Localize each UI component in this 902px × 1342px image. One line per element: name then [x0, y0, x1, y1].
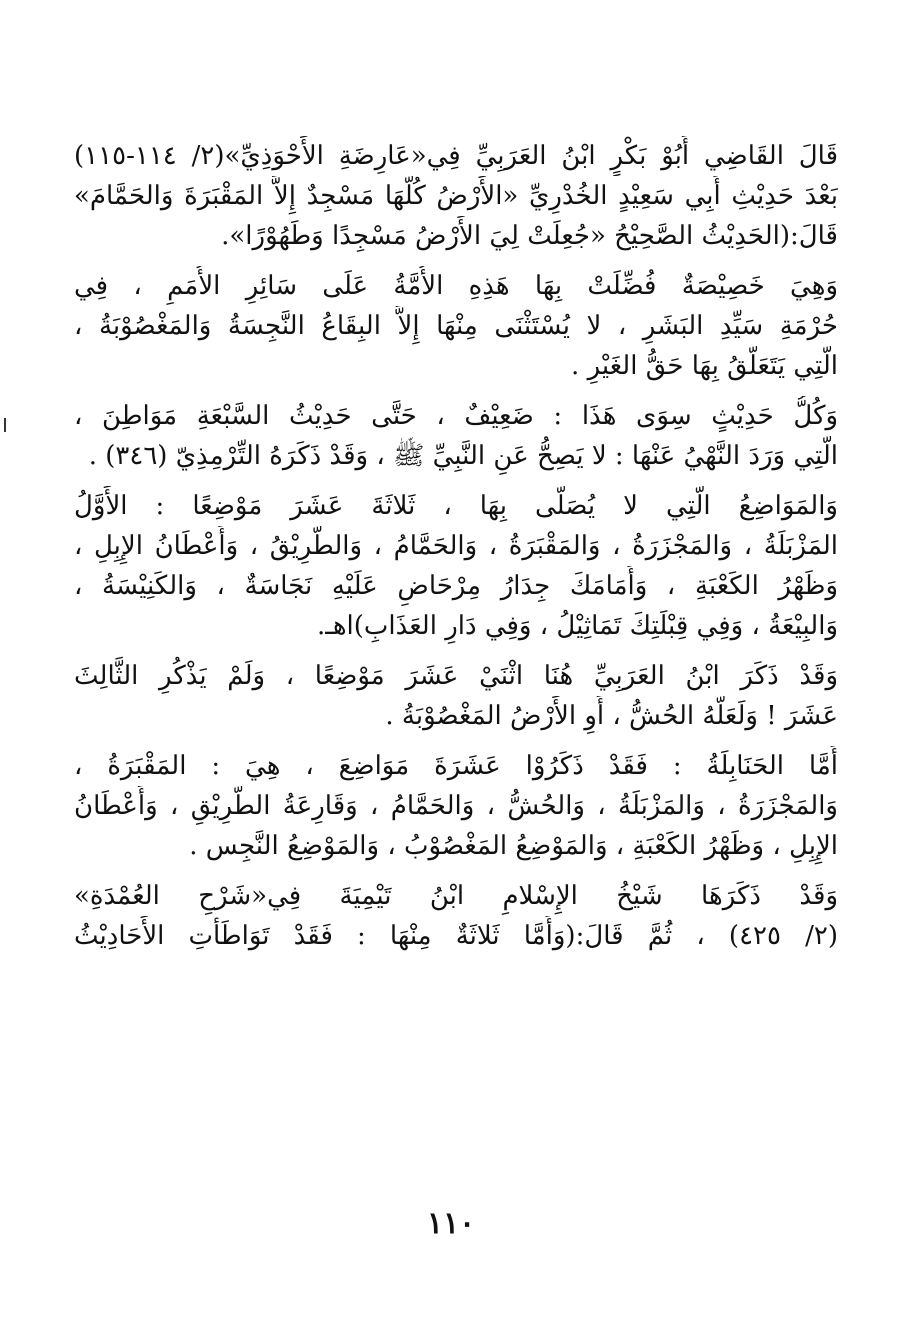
- text-line: بَعْدَ حَدِيْثِ أَبِي سَعِيْدٍ الخُدْرِيِّ «الأَرْضُ كُلُّهَا مَسْجِدٌ إِلاَّ المَقْبَرَةَ وَالحَمَّامَ»: [74, 181, 838, 211]
- paragraph-2: [74, 266, 838, 386]
- text-line: وَقَدْ ذَكَرَ ابْنُ العَرَبِيِّ هُنَا اثْنَيْ عَشَرَ مَوْضِعًا ، وَلَمْ يَذْكُرِ الثَّالِثَ: [74, 661, 838, 691]
- text-line: المَزْبَلَةُ ، وَالمَجْزَرَةُ ، وَالمَقْبَرَةُ ، وَالحَمَّامُ ، وَالطَّرِيْقُ ، وَأَعْطَانُ الإِبِلِ ،: [74, 531, 838, 561]
- paragraph-6: [74, 746, 838, 866]
- text-line: وَالبِيْعَةُ ، وَفِي قِبْلَتِكَ تَمَاثِيْلُ ، وَفِي دَارِ العَذَابِ)اهـ.: [316, 611, 838, 641]
- text-line: وَظَهْرُ الكَعْبَةِ ، وَأَمَامَكَ جِدَارُ مِرْحَاضٍ عَلَيْهِ نَجَاسَةٌ ، وَالكَنِيْسَةُ ،: [74, 571, 838, 601]
- text-line: (٢/ ٤٢٥) ، ثُمَّ قَالَ:(وَأَمَّا ثَلاثَةٌ مِنْهَا : فَقَدْ تَوَاطَأَتِ الأَحَادِيْثُ: [74, 921, 838, 951]
- paragraph-5: [74, 656, 838, 736]
- text-line: قَالَ القَاضِي أَبُوْ بَكْرٍ ابْنُ العَرَبِيِّ فِي«عَارِضَةِ الأَحْوَذِيِّ»(٢/ ١١٤-١١٥): [74, 141, 838, 171]
- text-line: وَكُلُّ حَدِيْثٍ سِوَى هَذَا : ضَعِيْفٌ ، حَتَّى حَدِيْثُ السَّبْعَةِ مَوَاطِنَ ،: [74, 401, 838, 431]
- text-line: الَّتِي يَتَعَلَّقُ بِهَا حَقُّ الغَيْرِ .: [571, 351, 838, 381]
- paragraph-1: [74, 136, 838, 256]
- text-line: وَالمَجْزَرَةُ ، وَالمَزْبَلَةُ ، وَالحُشُّ ، وَالحَمَّامُ ، وَقَارِعَةُ الطَّرِيْقِ ، وَأَعْطَانُ: [74, 791, 838, 821]
- text-line: وَهِيَ خَصِيْصَةٌ فُضِّلَتْ بِهَا هَذِهِ الأُمَّةُ عَلَى سَائِرِ الأُمَمِ ، فِي: [74, 271, 838, 301]
- text-line: وَالمَوَاضِعُ الَّتِي لا يُصَلَّى بِهَا ، ثَلاثَةَ عَشَرَ مَوْضِعًا : الأَوَّلُ: [74, 491, 838, 521]
- paragraph-4: [74, 486, 838, 646]
- page-number: ١١٠: [426, 1206, 476, 1241]
- text-line: عَشَرَ ! وَلَعَلَّهُ الحُشُّ ، أَوِ الأَرْضُ المَغْصُوْبَةُ .: [385, 701, 838, 731]
- text-line: الَّتِي وَرَدَ النَّهْيُ عَنْهَا : لا يَصِحُّ عَنِ النَّبِيِّ ﷺ ، وَقَدْ ذَكَرَهُ التِّرْمِذِيّ (٣٤٦) .: [88, 441, 838, 471]
- scan-edge-mark: [4, 418, 6, 432]
- text-line: قَالَ:(الحَدِيْثُ الصَّحِيْحُ «جُعِلَتْ لِيَ الأَرْضُ مَسْجِدًا وَطَهُوْرًا».: [221, 221, 838, 251]
- text-line: الإِبِلِ ، وَظَهْرُ الكَعْبَةِ ، وَالمَوْضِعُ المَغْصُوْبُ ، وَالمَوْضِعُ النَّجِس .: [189, 831, 838, 861]
- body-text: [74, 136, 838, 966]
- paragraph-7: [74, 876, 838, 956]
- paragraph-3: [74, 396, 838, 476]
- text-line: وَقَدْ ذَكَرَهَا شَيْخُ الإِسْلامِ ابْنُ تَيْمِيَةَ فِي«شَرْحِ العُمْدَةِ»: [74, 881, 838, 911]
- text-line: أَمَّا الحَنَابِلَةُ : فَقَدْ ذَكَرُوْا عَشَرَةَ مَوَاضِعَ ، هِيَ : المَقْبَرَةُ ،: [74, 751, 838, 781]
- text-line: حُرْمَةِ سَيِّدِ البَشَرِ ، لا يُسْتَثْنَى مِنْهَا إِلاَّ البِقَاعُ النَّجِسَةُ وَالمَغْصُوْبَةُ ،: [74, 311, 838, 341]
